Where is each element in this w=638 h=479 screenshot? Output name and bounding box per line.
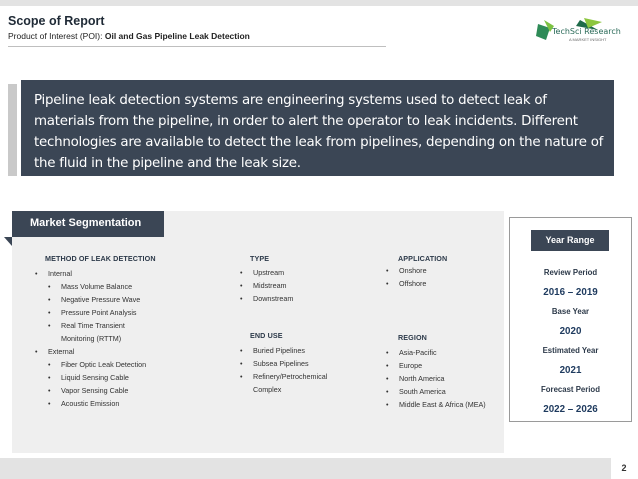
list-item: • Europe <box>386 359 486 372</box>
type-heading: TYPE <box>250 254 270 263</box>
list-item: • External <box>35 345 146 358</box>
forecast-period-value: 2022 – 2026 <box>543 404 598 415</box>
list-item: • Midstream <box>240 279 293 292</box>
segmentation-tab-fold <box>4 237 12 246</box>
logo-name: TechSci Research <box>552 27 621 36</box>
end-use-heading: END USE <box>250 331 283 340</box>
type-list <box>240 266 293 305</box>
application-heading: APPLICATION <box>398 254 448 263</box>
page-title: Scope of Report <box>8 14 105 28</box>
list-item: • South America <box>386 385 486 398</box>
list-item: • Acoustic Emission <box>35 397 146 410</box>
logo-tagline: A MARKET INSIGHT <box>569 37 607 42</box>
definition-text: Pipeline leak detection systems are engineering systems used to detect leak of materials from the pipeline, in order to alert the operator to leak incidents. Different technologies are available to detect the leak from pipelines, depending on the nature of the fluid in the pipeline and the leak size. <box>34 93 604 171</box>
subtitle-product: Oil and Gas Pipeline Leak Detection <box>104 31 250 41</box>
list-item: • Onshore <box>386 264 427 277</box>
base-year-value: 2020 <box>559 326 582 337</box>
list-item: • Internal <box>35 267 146 280</box>
list-item: • Fiber Optic Leak Detection <box>35 358 146 371</box>
list-item: • Mass Volume Balance <box>35 280 146 293</box>
method-list <box>35 267 146 410</box>
method-heading: METHOD OF LEAK DETECTION <box>45 254 156 263</box>
list-item: • Pressure Point Analysis <box>35 306 146 319</box>
review-period-label: Review Period <box>543 268 598 277</box>
header-divider <box>8 46 386 47</box>
list-item: • Vapor Sensing Cable <box>35 384 146 397</box>
list-item: • Downstream <box>240 292 293 305</box>
top-border-strip <box>0 0 638 6</box>
list-item: • Upstream <box>240 266 293 279</box>
list-item: • Buried Pipelines <box>240 344 327 357</box>
list-item: • Real Time Transient <box>35 319 146 332</box>
list-item: • Middle East & Africa (MEA) <box>386 398 486 411</box>
list-item: • Subsea Pipelines <box>240 357 327 370</box>
list-item: • Liquid Sensing Cable <box>35 371 146 384</box>
segmentation-title: Market Segmentation <box>12 211 164 237</box>
region-heading: REGION <box>398 333 427 342</box>
subtitle-prefix: Product of Interest (POI): <box>8 31 105 41</box>
list-item: Monitoring (RTTM) <box>61 334 122 343</box>
list-item: • North America <box>386 372 486 385</box>
definition-banner <box>17 80 614 176</box>
end-use-list <box>240 344 327 396</box>
list-item: • Offshore <box>386 277 427 290</box>
company-logo <box>536 18 621 48</box>
bottom-border-strip <box>0 458 611 479</box>
list-item: • Negative Pressure Wave <box>35 293 146 306</box>
estimated-year-label: Estimated Year <box>542 346 599 355</box>
banner-accent-bar <box>8 84 17 176</box>
list-item: • Asia-Pacific <box>386 346 486 359</box>
review-period-value: 2016 – 2019 <box>543 287 598 298</box>
list-item: Complex <box>253 385 282 394</box>
page-number: 2 <box>621 463 627 473</box>
region-list <box>386 346 486 411</box>
application-list <box>386 264 427 290</box>
year-range-title: Year Range <box>531 230 609 251</box>
estimated-year-value: 2021 <box>559 365 582 376</box>
base-year-label: Base Year <box>551 307 590 316</box>
forecast-period-label: Forecast Period <box>541 385 600 394</box>
list-item: • Refinery/Petrochemical <box>240 370 327 383</box>
page-subtitle <box>8 31 250 41</box>
